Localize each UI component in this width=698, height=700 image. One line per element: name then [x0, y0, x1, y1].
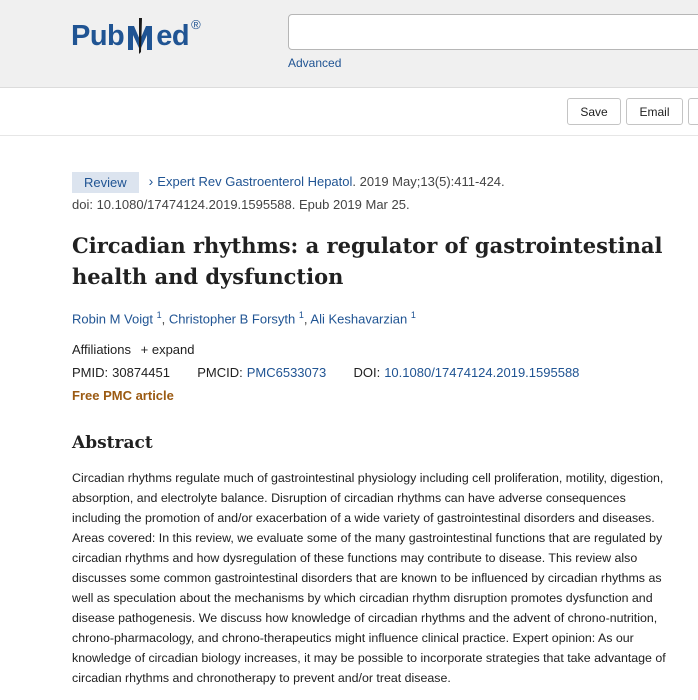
author-link[interactable]: Christopher B Forsyth [168, 311, 296, 327]
pmid-value: 30874451 [112, 365, 170, 381]
pubmed-logo[interactable] [71, 10, 200, 62]
author-affiliation-sup[interactable]: 1 [156, 310, 162, 321]
citation-line [72, 170, 672, 193]
pmcid-label: PMCID: [197, 365, 243, 381]
author-link[interactable]: Ali Keshavarzian [310, 311, 408, 327]
doi-line: doi: 10.1080/17474124.2019.1595588. Epub 2019 Mar 25. [72, 197, 410, 213]
review-badge: Review [72, 172, 139, 193]
author-link[interactable]: Robin M Voigt [72, 311, 153, 327]
doi-label: DOI: [353, 365, 381, 381]
identifiers-row [72, 365, 672, 380]
logo-text-pub: Pub [71, 19, 125, 52]
search-input[interactable] [288, 14, 698, 50]
author-list: Robin M Voigt $^1$, Christopher B Forsyth $^1$, Ali Keshavarzian $^1$ [72, 310, 416, 327]
pmid-label: PMID: [72, 365, 109, 381]
affiliations-label: Affiliations [72, 342, 132, 358]
abstract-text: Circadian rhythms regulate much of gastrointestinal physiology including cell proliferation, motility, digestion, absorption, and electrolyte balance. Disruption of circadian rhythms can have adverse consequences including the promotion of and/or exacerbation of a wide variety of gastrointestinal disorders and diseases. Areas covered: In this review, we evaluate some of the many gastrointestinal functions that are regulated by circadian rhythms and how dysregulation of these functions may contribute to disease. This review also discusses some common gastrointestinal disorders that are known to be influenced by circadian rhythms as well as speculation about the mechanisms by which circadian rhythm disruption promotes dysfunction and disease pathogenesis. We discuss how knowledge of circadian rhythms and the advent of chrono-nutrition, chrono-pharmacology, and chrono-therapeutics might influence clinical practice. Expert opinion: As our knowledge of circadian biology increases, it may be possible to incorporate strategies that take advantage of circadian rhythms and chronotherapy to prevent and/or treat disease. [72, 470, 666, 685]
journal-link[interactable]: Expert Rev Gastroenterol Hepatol [157, 174, 353, 189]
more-actions-button[interactable] [688, 98, 698, 125]
author-affiliation-sup[interactable]: 1 [410, 310, 416, 321]
doi-link[interactable]: 10.1080/17474124.2019.1595588 [384, 365, 580, 381]
save-button[interactable]: Save [567, 98, 621, 125]
logo-text-ed: ed [156, 19, 190, 52]
article-title: Circadian rhythms: a regulator of gastrointestinal health and dysfunction [72, 233, 663, 290]
pmcid-link[interactable]: PMC6533073 [246, 365, 327, 381]
logo-m-icon [125, 16, 155, 56]
author-affiliation-sup[interactable]: 1 [298, 310, 304, 321]
expand-affiliations-button[interactable]: + expand [140, 342, 195, 358]
registered-mark: ® [191, 16, 201, 32]
email-button[interactable]: Email [626, 98, 683, 125]
advanced-search-link[interactable]: Advanced [288, 56, 342, 70]
affiliations-row [72, 342, 672, 357]
chevron-right-icon: › [148, 173, 154, 189]
site-header [0, 0, 698, 88]
article-content [72, 170, 672, 688]
abstract-heading: Abstract [72, 433, 153, 454]
article-toolbar [0, 88, 698, 136]
free-pmc-article-link[interactable]: Free PMC article [72, 388, 174, 404]
citation-text: . 2019 May;13(5):411-424. [352, 174, 505, 189]
